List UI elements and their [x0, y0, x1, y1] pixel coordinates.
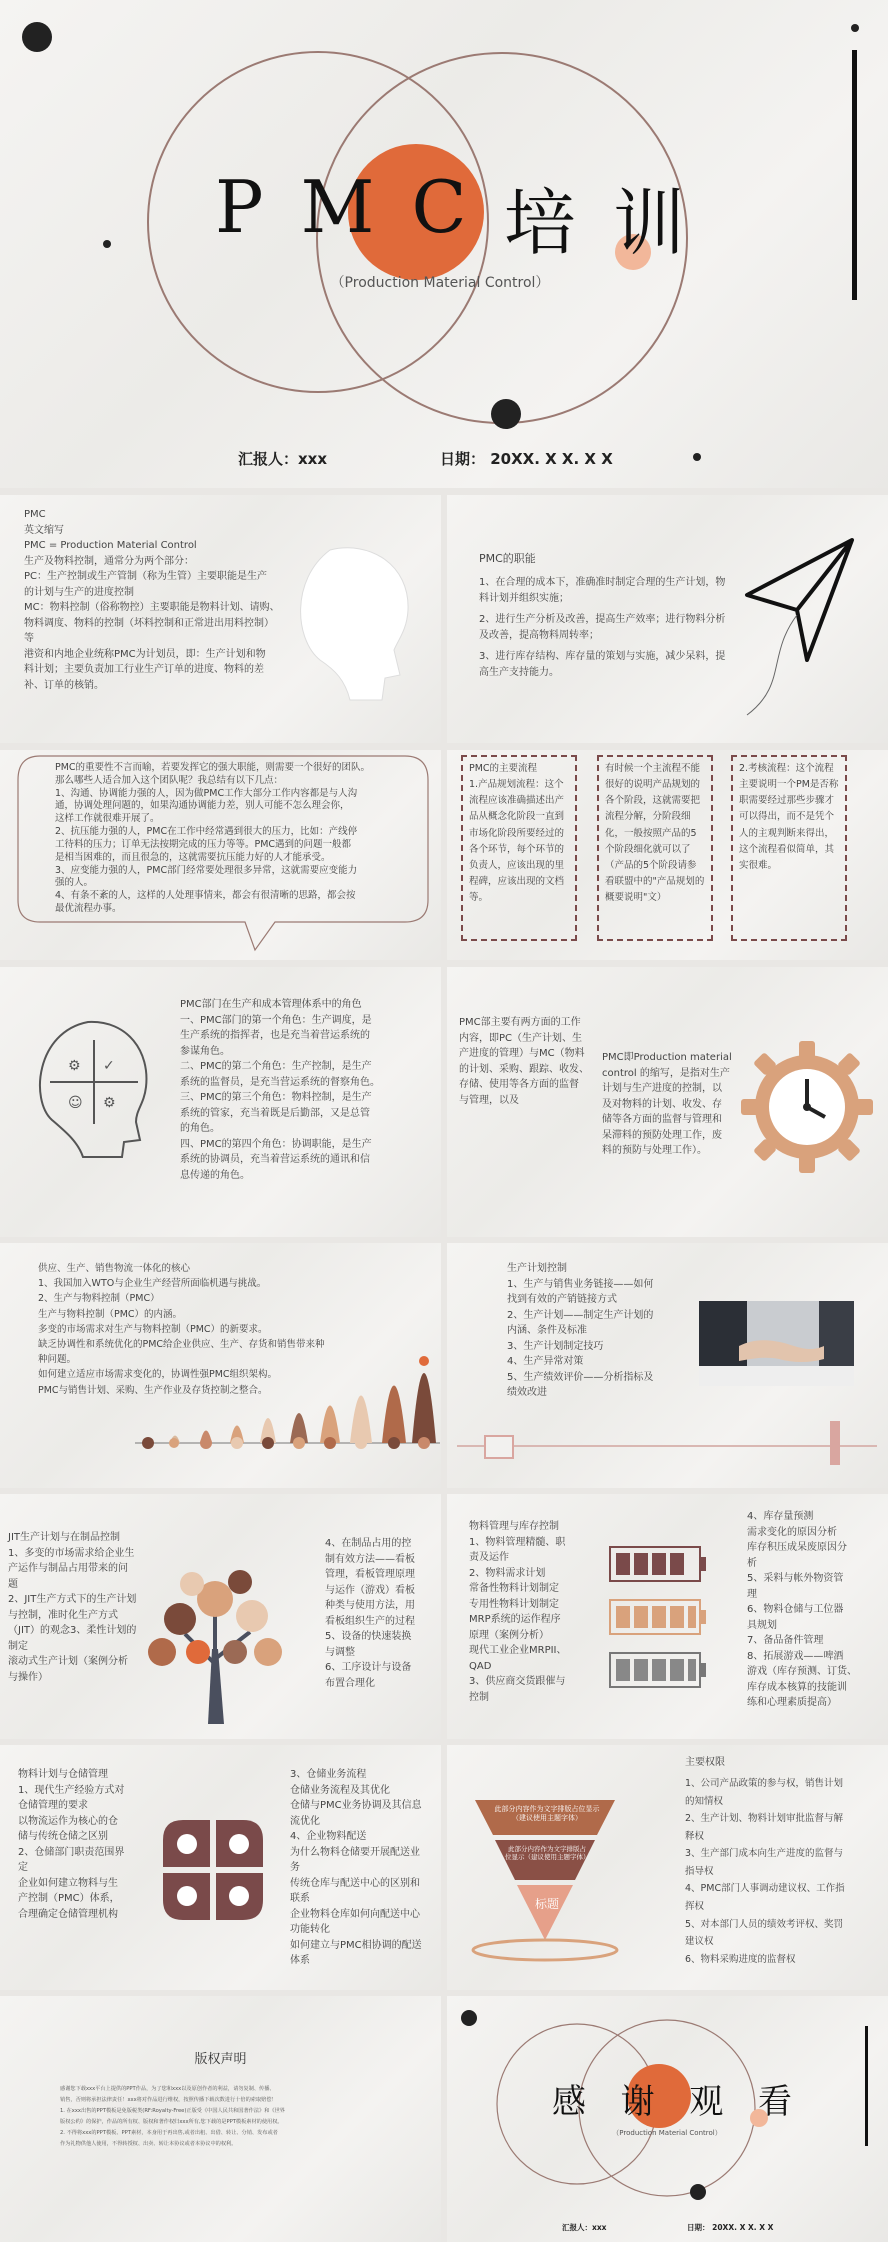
- text-line: 计划与生产进度的控制，以: [602, 1083, 722, 1094]
- svg-text:⚙: ⚙: [68, 1058, 81, 1074]
- text-line: 7、备品备件管理: [747, 1635, 824, 1646]
- cover-date: 日期： 20XX. X X. X X: [440, 450, 613, 468]
- inventory-slide: [447, 1494, 888, 1739]
- text-line: QAD: [469, 1660, 492, 1672]
- cover-title-char: 训: [612, 181, 685, 265]
- ending-title: [552, 2074, 792, 2123]
- text-line: 常备性物料计划制定: [469, 1583, 559, 1594]
- text-line: MRP系统的运作程序: [469, 1614, 561, 1625]
- text-line: JIT生产计划与在制品控制: [8, 1532, 121, 1543]
- handshake-photo: [699, 1301, 854, 1386]
- text-line: 与操作）: [8, 1671, 48, 1683]
- text-line: 缺乏协调性和系统优化的PMC给企业供应、生产、存货和销售带来种: [38, 1338, 325, 1350]
- text-line: 3、应变能力强的人，PMC部门经常要处理很多异常，这就需要应变能力: [55, 864, 358, 876]
- text-line: 制有效方法——看板: [325, 1553, 415, 1565]
- text-line: 与调整: [325, 1646, 355, 1658]
- text-line: 5、生产绩效评价——分析指标及: [507, 1371, 654, 1383]
- text-line: 的计划、采购、跟踪、收发、: [459, 1063, 589, 1075]
- process-box-2-text: 有时候一个主流程不能很好的说明产品规划的各个阶段，这就需要把流程分解，分阶段细化，一般按照产品的5个阶段细化就可以了（产品的5个阶段请参看联盟中的"产品规划的概要说明"文）: [605, 763, 705, 904]
- list-item: 5、对本部门人员的绩效考评权、奖罚: [685, 1918, 844, 1930]
- text-line: 多变的市场需求对生产与物料控制（PMC）的新要求。: [38, 1323, 268, 1335]
- svg-text:⚙: ⚙: [103, 1095, 116, 1111]
- list-item: 3、生产部门成本向生产进度的监督与: [685, 1848, 844, 1860]
- text-line: 储等各方面的监督与管理和: [602, 1114, 722, 1125]
- text-line: 管理，看板管理原理: [325, 1569, 415, 1580]
- text-line: 6、物料仓储与工位器: [747, 1604, 844, 1615]
- pmc-team-text: [55, 762, 425, 916]
- text-line: 息传递的角色。: [180, 1169, 250, 1181]
- text-line: 游戏（库存预测、订货、: [747, 1666, 857, 1677]
- ending-slide: [447, 1996, 888, 2242]
- text-line: 这样工作就很难开展了。: [55, 813, 160, 825]
- text-line: 1、生产与销售业务链接——如何: [507, 1278, 654, 1290]
- list-item: 的知情权: [685, 1795, 724, 1807]
- cover-slide: [0, 0, 888, 488]
- text-line: 1、现代生产经验方式对: [18, 1784, 125, 1796]
- text-line: 系统的协调员，充当着营运系统的通讯和信: [180, 1154, 370, 1165]
- text-line: 定: [18, 1862, 28, 1873]
- text-line: 4、在制品占用的控: [325, 1538, 412, 1549]
- pmc-work-right: [602, 1050, 752, 1159]
- pmc-functions-slide: [447, 495, 888, 743]
- process-box-1: [461, 755, 577, 941]
- text-line: 传统仓库与配送中心的区别和: [290, 1877, 420, 1889]
- text-line: PC：生产控制或生产管制（称为生管）主要职能是生产: [24, 571, 268, 582]
- text-line: 产控制（PMC）体系，: [18, 1893, 120, 1904]
- text-line: 2、物料需求计划: [469, 1567, 546, 1579]
- text-line: 滚动式生产计划（案例分析: [8, 1656, 128, 1667]
- text-line: 理: [747, 1588, 757, 1600]
- ending-title-char: 谢: [620, 2082, 655, 2122]
- text-line: 那么哪些人适合加入这个团队呢？我总结有以下几点：: [55, 774, 284, 786]
- text-line: 具规划: [747, 1619, 777, 1631]
- svg-text:✓: ✓: [103, 1058, 115, 1074]
- cover-title: [215, 165, 685, 269]
- battery-icons: [605, 1542, 715, 1702]
- text-line: 如何建立与PMC相协调的配送: [290, 1939, 422, 1951]
- process-box-3: [731, 755, 847, 941]
- text-line: 储与传统仓储之区别: [18, 1831, 108, 1842]
- authority-title: 主要权限: [685, 1757, 725, 1768]
- cover-subtitle: （Production Material Control）: [330, 275, 550, 291]
- pmc-process-slide: [447, 750, 888, 960]
- list-item: 挥权: [685, 1900, 705, 1912]
- text-line: 1. 在xxx出售的PPT模板是免版税类(RF:Royalty-Free)正版受《中国人民共和国著作法》和《世界: [60, 2107, 285, 2114]
- text-line: PMC = Production Material Control: [24, 540, 197, 551]
- head-silhouette-icon: [290, 540, 420, 710]
- text-line: 种类与使用方法，用: [325, 1600, 415, 1611]
- text-line: 5、设备的快速装换: [325, 1631, 412, 1642]
- text-line: 港资和内地企业统称PMC为计划员，即：生产计划和物: [24, 648, 266, 660]
- text-line: 布置合理化: [325, 1677, 375, 1689]
- text-line: 存储、使用等各方面的监督: [459, 1079, 579, 1090]
- text-line: 库存成本核算的技能训: [747, 1681, 847, 1693]
- text-line: 8、拓展游戏——啤酒: [747, 1650, 844, 1662]
- text-line: 生产与物料控制（PMC）的内涵。: [38, 1308, 183, 1320]
- text-line: 的计划与生产的进度控制: [24, 586, 134, 598]
- text-line: 物料调度、物料的控制（坏料控制和正常进出用料控制）: [24, 617, 274, 629]
- text-line: 4、有条不紊的人，这样的人处理事情来，都会有很清晰的思路，都会按: [55, 890, 356, 902]
- ending-subtitle: （Production Material Control）: [612, 2129, 722, 2137]
- text-line: 看板组织生产的过程: [325, 1615, 415, 1627]
- text-line: 4、生产异常对策: [507, 1356, 584, 1367]
- text-line: 需求变化的原因分析: [747, 1526, 837, 1538]
- pyramid-mid-text: 此部分内容作为文字排版占位显示（建议使用主题字体）: [505, 1845, 590, 1862]
- plan-baseline: [457, 1445, 877, 1447]
- jit-left-text: [8, 1530, 153, 1685]
- text-line: 及对物料的计划、收发、存: [602, 1098, 722, 1110]
- text-line: 等: [24, 633, 34, 644]
- text-line: 4、企业物料配送: [290, 1831, 367, 1842]
- text-line: 最优流程办事。: [55, 902, 122, 914]
- text-line: PMC: [24, 509, 46, 520]
- paper-plane-icon: [727, 535, 877, 725]
- text-line: 3、生产计划制定技巧: [507, 1340, 604, 1352]
- text-line: 找到有效的产销链接方式: [507, 1294, 617, 1305]
- ending-reporter: 汇报人：xxx: [562, 2223, 607, 2232]
- text-line: 感谢您下载xxx平台上提供的PPT作品，为了您和xxx以及原创作者的利益，请勿复制、传播、: [60, 2086, 275, 2092]
- list-item: 2、生产计划、物料计划审批监督与解: [685, 1813, 844, 1825]
- text-line: 料的预防与处理工作）。: [602, 1145, 707, 1156]
- text-line: 5、采料与帐外物资管: [747, 1573, 844, 1584]
- text-line: PMC与销售计划、采购、生产作业及存货控制之整合。: [38, 1384, 268, 1396]
- text-line: 工待料的压力；订单无法按期完成的压力等等。PMC遇到的问题一般都: [55, 838, 352, 850]
- list-item: 4、PMC部门人事调动建议权、工作指: [685, 1883, 845, 1895]
- text-line: 企业物料仓库如何向配送中心: [290, 1908, 420, 1920]
- ending-title-char: 观: [689, 2082, 724, 2122]
- text-line: 补、订单的核销。: [24, 679, 104, 691]
- text-line: 参谋角色。: [180, 1045, 230, 1057]
- ending-title-char: 看: [757, 2082, 792, 2122]
- cover-reporter: 汇报人：xxx: [238, 450, 328, 468]
- pmc-functions-title: PMC的职能: [479, 552, 536, 565]
- text-line: 2、抗压能力强的人，PMC在工作中经常遇到很大的压力，比如：产线停: [55, 826, 358, 838]
- text-line: 供应、生产、销售物流一体化的核心: [38, 1263, 191, 1274]
- text-line: 责及运作: [469, 1552, 509, 1563]
- text-line: 4、库存量预测: [747, 1511, 814, 1522]
- text-line: 库存积压成呆废原因分: [747, 1542, 847, 1553]
- warehouse-left-text: [18, 1767, 148, 1922]
- list-item: 指导权: [685, 1865, 714, 1877]
- text-line: 1、我国加入WTO与企业生产经营所面临机遇与挑战。: [38, 1278, 267, 1290]
- warehouse-right-text: [290, 1767, 440, 1969]
- ending-title-char: 感: [552, 2082, 586, 2122]
- text-line: 产进度的管理）与MC（物料: [459, 1048, 585, 1059]
- text-line: 生产系统的指挥者，也是充当着营运系统的: [180, 1030, 370, 1041]
- text-line: 如何建立适应市场需求变化的，协调性强PMC组织架构。: [38, 1369, 278, 1381]
- pmc-definition-slide: [0, 495, 441, 743]
- authority-list: [685, 1775, 880, 1968]
- brain-head-icon: [28, 1012, 158, 1162]
- authority-slide: [447, 1745, 888, 1990]
- text-line: 的角色。: [180, 1123, 220, 1134]
- text-line: 为什么物料仓储要开展配送业: [290, 1846, 420, 1858]
- text-line: 6、工序设计与设备: [325, 1662, 412, 1673]
- text-line: 呆滞料的预防处理工作，废: [602, 1129, 722, 1141]
- pmc-roles-slide: [0, 967, 441, 1237]
- idea-tree-icon: [140, 1554, 290, 1724]
- text-line: 版权公约》的保护，作品的所有权、版权和著作权归xxx所有,您下载的是PPT模板素材的使用权。: [60, 2118, 283, 2125]
- text-line: 系统的管家，充当着既是后勤部，又是总管: [180, 1107, 370, 1119]
- text-line: 内涵、条件及标准: [507, 1325, 587, 1336]
- text-line: 原理（案例分析）: [469, 1629, 549, 1641]
- four-petal-icon: [158, 1815, 268, 1925]
- list-item: 1、在合理的成本下，准确准时制定合理的生产计划，物料计划并组织实施；: [479, 577, 726, 604]
- text-line: 与运作（游戏）看板: [325, 1584, 415, 1596]
- text-line: 生产计划控制: [507, 1263, 567, 1274]
- list-item: 释权: [685, 1830, 705, 1842]
- text-line: 现代工业企业MRPII、: [469, 1645, 567, 1656]
- text-line: 题: [8, 1578, 18, 1590]
- process-box-3-text: 2.考核流程：这个流程主要说明一个PM是否称职需要经过那些步骤才可以得出，而不是凭个人的主观判断来得出，这个流程看似简单，其实很难。: [739, 763, 839, 871]
- pmc-team-slide: [0, 750, 441, 960]
- text-line: 物料管理与库存控制: [469, 1521, 559, 1532]
- text-line: 以物流运作为核心的仓: [18, 1815, 118, 1827]
- inventory-right-text: [747, 1509, 887, 1711]
- process-box-2: [597, 755, 713, 941]
- text-line: 三、PMC的第三个角色：物料控制，是生产: [180, 1092, 372, 1103]
- text-line: PMC部门在生产和成本管理体系中的角色: [180, 999, 362, 1010]
- copyright-title: 版权声明: [194, 2052, 247, 2067]
- text-line: 3、仓储业务流程: [290, 1769, 367, 1780]
- pmc-functions-list: [479, 575, 729, 680]
- integration-slide: [0, 1243, 441, 1488]
- jit-right-text: [325, 1536, 435, 1691]
- jit-slide: [0, 1494, 441, 1739]
- list-item: 2、进行生产分析及改善，提高生产效率；进行物料分析及改善，提高物料周转率；: [479, 614, 726, 641]
- text-line: 企业如何建立物料与生: [18, 1877, 118, 1889]
- text-line: 与控制，准时化生产方式: [8, 1609, 118, 1621]
- text-line: 仓储与PMC业务协调及其信息: [290, 1800, 422, 1811]
- text-line: 2. 不得将xxx的PPT模板、PPT素材，本身用于再出售,或者出租、出借、转让、分销、发布或者: [60, 2129, 278, 2136]
- text-line: PMC部主要有两方面的工作: [459, 1017, 581, 1028]
- text-line: 析: [747, 1557, 757, 1569]
- pmc-roles-text: [180, 997, 420, 1183]
- copyright-slide: [0, 1996, 441, 2242]
- text-line: 务: [290, 1862, 300, 1873]
- text-line: 作为礼物供他人使用，不得转授权、出卖、转让本协议或者本协议中的权利。: [60, 2140, 237, 2147]
- text-line: 绩效改进: [507, 1387, 547, 1398]
- production-plan-slide: [447, 1243, 888, 1488]
- pmc-definition-text: [24, 507, 324, 693]
- process-box-1-text: PMC的主要流程 1.产品规划流程：这个流程应该准确描述出产品从概念化阶段一直到市场化阶段所要经过的各个环节，每个环节的负责人，应该出现的里程碑，应该出现的文档等。: [469, 763, 565, 904]
- text-line: 3、供应商交货跟催与: [469, 1676, 566, 1687]
- text-line: 通，协调处理问题的，如果沟通协调能力差，别人可能不怎么理会你，: [55, 800, 350, 812]
- text-line: 专用性物料计划制定: [469, 1598, 559, 1610]
- text-line: 控制: [469, 1691, 489, 1703]
- text-line: 制定: [8, 1640, 28, 1652]
- list-item: 1、公司产品政策的参与权，销售计划: [685, 1778, 844, 1789]
- text-line: control 的缩写，是指对生产: [602, 1067, 730, 1079]
- text-line: 英文缩写: [24, 524, 64, 536]
- pyramid-label: 标题: [534, 1897, 559, 1911]
- text-line: 强的人。: [55, 877, 94, 889]
- text-line: 2、JIT生产方式下的生产计划: [8, 1594, 137, 1605]
- text-line: MC：物料控制（俗称物控）主要职能是物料计划、请购、: [24, 602, 280, 613]
- text-line: 1、物料管理精髓、职: [469, 1536, 566, 1548]
- text-line: 仓储管理的要求: [18, 1800, 88, 1811]
- text-line: 合理确定仓储管理机构: [18, 1908, 118, 1920]
- text-line: 1、多变的市场需求给企业生: [8, 1547, 135, 1559]
- text-line: 系统的监督员，是充当营运系统的督察角色。: [180, 1076, 380, 1088]
- text-line: PMC的重要性不言而喻，若要发挥它的强大职能，则需要一个很好的团队。: [55, 762, 371, 773]
- list-item: 3、进行库存结构、库存量的策划与实施，减少呆料，提高生产支持能力。: [479, 651, 726, 678]
- text-line: 生产及物料控制，通常分为两个部分：: [24, 555, 194, 567]
- cover-title-char: M: [300, 165, 375, 249]
- plan-marker-right: [830, 1421, 840, 1465]
- text-line: 物料计划与仓储管理: [18, 1769, 108, 1780]
- plan-marker-left: [484, 1435, 514, 1459]
- text-line: 仓储业务流程及其优化: [290, 1784, 390, 1796]
- copyright-text: [60, 2084, 390, 2150]
- text-line: 体系: [290, 1955, 310, 1966]
- text-line: 料计划；主要负责加工行业生产订单的进度、物料的差: [24, 664, 264, 675]
- pmc-work-left: [459, 1015, 609, 1108]
- text-line: （JIT）的观念3、柔性计划的: [8, 1625, 137, 1636]
- inventory-left-text: [469, 1519, 594, 1705]
- cover-title-char: C: [411, 165, 467, 249]
- text-line: 二、PMC的第二个角色：生产控制，是生产: [180, 1061, 372, 1072]
- text-line: PMC即Production material: [602, 1052, 732, 1063]
- text-line: 种问题。: [38, 1354, 77, 1366]
- warehouse-slide: [0, 1745, 441, 1990]
- text-line: 2、生产计划——制定生产计划的: [507, 1309, 654, 1321]
- list-item: 建议权: [685, 1936, 714, 1948]
- text-line: 内容，即PC（生产计划、生: [459, 1032, 583, 1044]
- clock-gear-icon: [737, 1037, 877, 1177]
- svg-text:☺: ☺: [68, 1095, 83, 1111]
- text-line: 四、PMC的第四个角色：协调职能，是生产: [180, 1138, 372, 1150]
- cover-title-char: 培: [503, 181, 576, 265]
- text-line: 2、仓储部门职责范围界: [18, 1846, 125, 1858]
- pyramid-top-text: 此部分内容作为文字排版占位显示（建议使用主题字体）: [494, 1805, 600, 1823]
- text-line: 与管理，以及: [459, 1094, 519, 1106]
- text-line: 2、生产与物料控制（PMC）: [38, 1293, 160, 1305]
- text-line: 1、沟通、协调能力强的人，因为做PMC工作大部分工作内容都是与人沟: [55, 787, 358, 799]
- pmc-work-slide: [447, 967, 888, 1237]
- text-line: 联系: [290, 1893, 310, 1904]
- text-line: 一、PMC部门的第一个角色：生产调度，是: [180, 1014, 372, 1026]
- text-line: 流优化: [290, 1815, 320, 1827]
- text-line: 是相当困难的，而且很急的，这就需要抗压能力好的人才能承受。: [55, 851, 331, 863]
- ending-date: 日期： 20XX. X X. X X: [687, 2223, 774, 2232]
- cover-title-char: P: [215, 165, 264, 249]
- text-line: 功能转化: [290, 1924, 330, 1935]
- list-item: 6、物料采购进度的监督权: [685, 1953, 796, 1965]
- text-line: 练和心理素质提高）: [747, 1697, 837, 1708]
- text-line: 产运作与制品占用带来的问: [8, 1563, 128, 1574]
- text-line: 销售，否则将承担法律责任！xxx将对作品进行维权，按照传播下载次数进行十倍的索取赔偿！: [60, 2096, 277, 2103]
- production-plan-text: [507, 1261, 707, 1401]
- spike-decoration: [0, 1243, 441, 1488]
